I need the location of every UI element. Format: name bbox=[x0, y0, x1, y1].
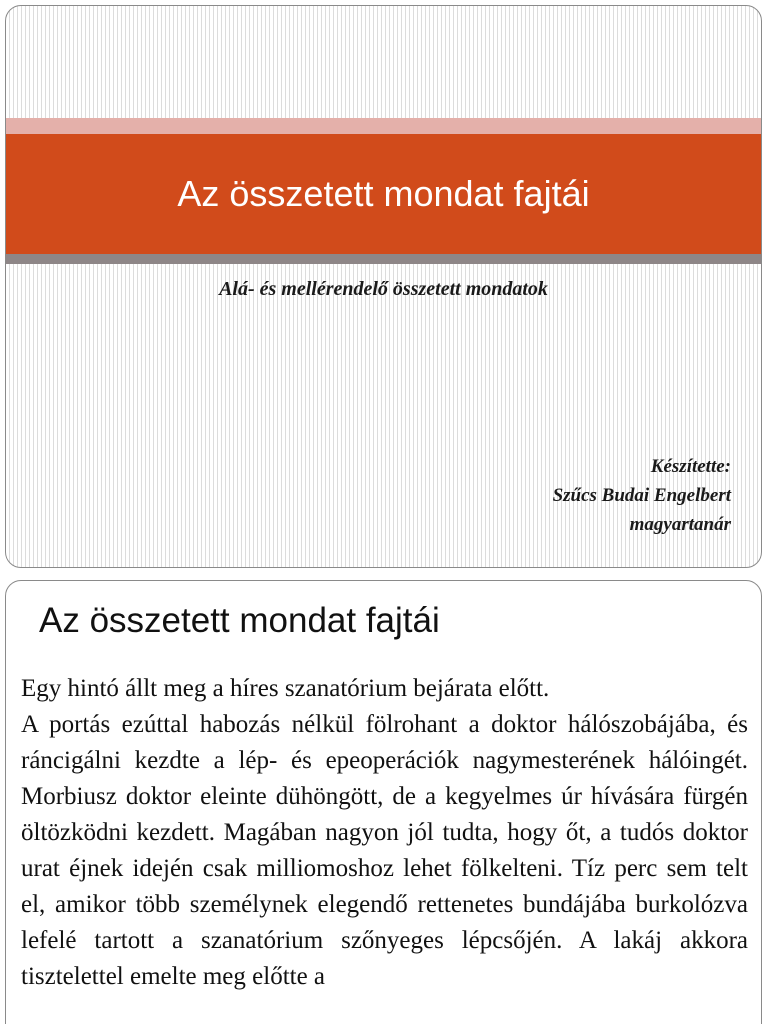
author-label: Készítette: bbox=[650, 456, 731, 477]
title-band bbox=[6, 134, 761, 254]
author-block bbox=[553, 452, 731, 539]
content-slide bbox=[5, 580, 762, 1024]
slide-subtitle: Alá- és mellérendelő összetett mondatok bbox=[219, 278, 548, 300]
slide-title: Az összetett mondat fajtái bbox=[177, 173, 590, 214]
title-slide bbox=[5, 5, 762, 568]
accent-band-bottom bbox=[6, 254, 761, 264]
content-body bbox=[21, 671, 748, 995]
paragraph-1: Egy hintó állt meg a híres szanatórium bejárata előtt. bbox=[21, 675, 550, 702]
accent-band-top bbox=[6, 118, 761, 134]
author-name: Szűcs Budai Engelbert bbox=[552, 485, 731, 506]
paragraph-2: A portás ezúttal habozás nélkül fölrohant a doktor hálószobájába, és ráncigálni kezdte a lép- és epeoperációk nagymesterének hálóingét. Morbiusz doktor eleinte dühöngött, de a kegyelmes úr hívására fürgén öltözködni kezdett. Magában nagyon jól tudta, hogy őt, a tudós doktor urat éjnek idején csak milliomoshoz lehet fölkelteni. Tíz perc sem telt el, amikor több személynek elegendő rettenetes bundájába burkolózva lefelé tartott a szanatórium szőnyeges lépcsőjén. A lakáj akkora tisztelettel emelte meg előtte a bbox=[21, 711, 748, 990]
content-slide-title: Az összetett mondat fajtái bbox=[39, 601, 440, 640]
author-role: magyartanár bbox=[629, 514, 731, 535]
